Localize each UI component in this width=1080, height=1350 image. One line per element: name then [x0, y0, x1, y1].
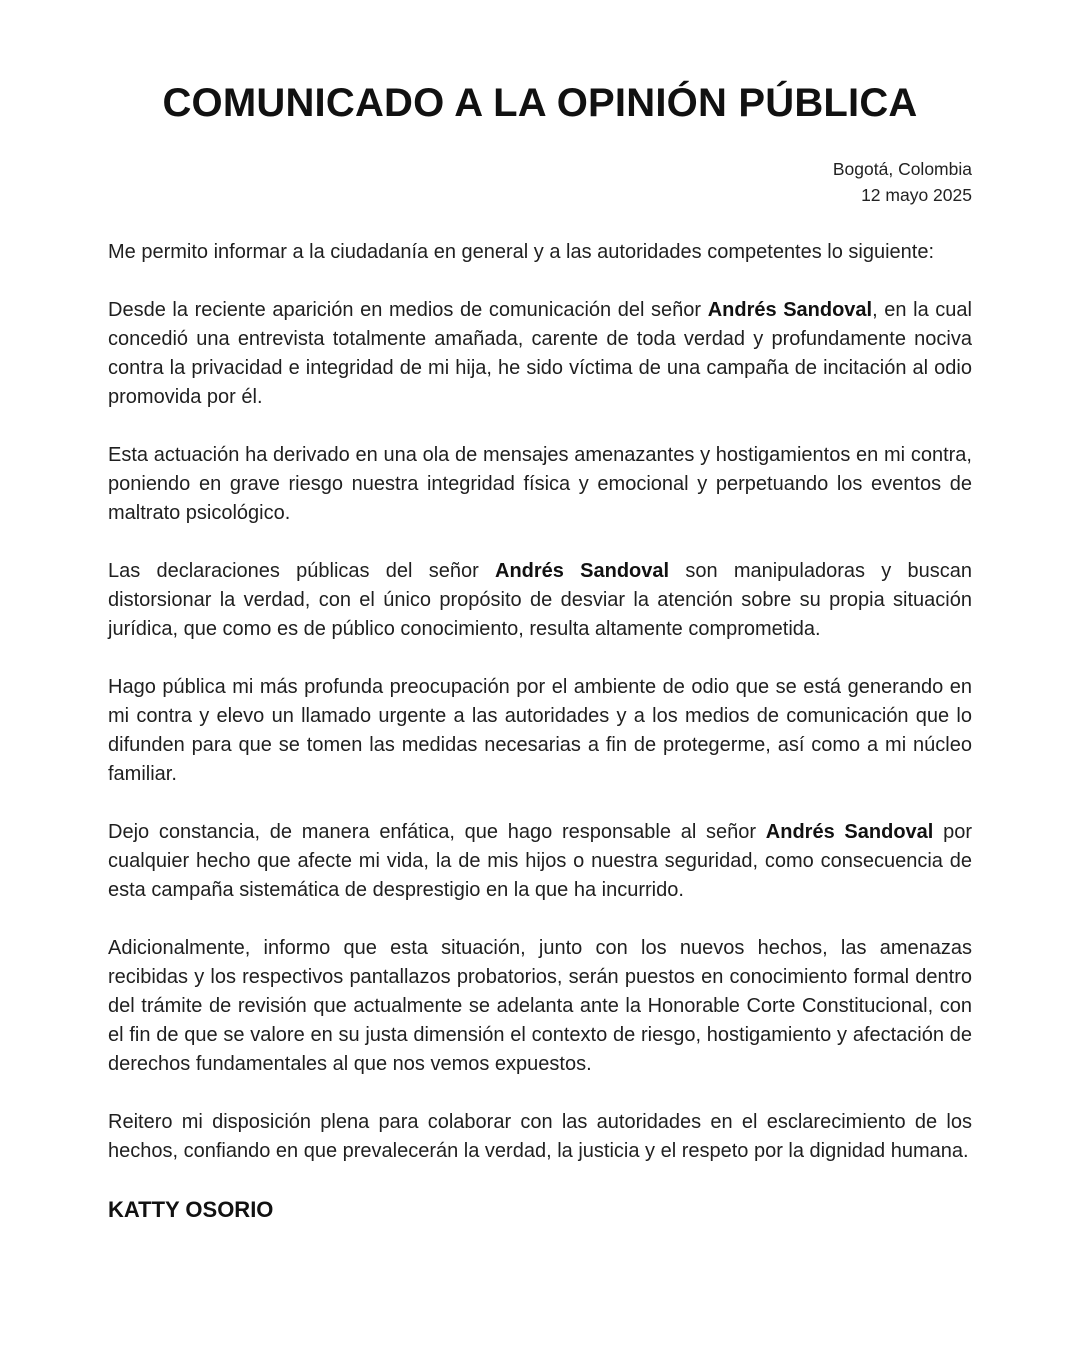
- paragraph-text: Me permito informar a la ciudadanía en general y a las autoridades competentes lo siguiente:: [108, 241, 935, 263]
- place-date-block: [108, 156, 972, 208]
- paragraph-text: son manipuladoras y buscan distorsionar la verdad, con el único propósito de desviar la atención sobre su propia situación jurídica, que como es de público conocimiento, resulta altamente comprometida.: [108, 560, 972, 640]
- paragraph-1: [108, 238, 972, 267]
- bold-name: Andrés Sandoval: [495, 560, 670, 582]
- document-body: [108, 238, 972, 1166]
- signature: KATTY OSORIO: [108, 1197, 274, 1222]
- paragraph-5: [108, 673, 972, 789]
- paragraph-8: [108, 1108, 972, 1166]
- paragraph-text: Las declaraciones públicas del señor: [108, 560, 495, 582]
- document-page: [108, 78, 972, 1224]
- paragraph-text: Reitero mi disposición plena para colaborar con las autoridades en el esclarecimiento de los hechos, confiando en que prevalecerán la verdad, la justicia y el respeto por la dignidad humana.: [108, 1111, 972, 1162]
- paragraph-7: [108, 934, 972, 1079]
- paragraph-2: [108, 296, 972, 412]
- paragraph-4: [108, 557, 972, 644]
- paragraph-text: , en la cual concedió una entrevista totalmente amañada, carente de toda verdad y profundamente nociva contra la privacidad e integridad de mi hija, he sido víctima de una campaña de incitación al odio promovida por él.: [108, 299, 972, 408]
- bold-name: Andrés Sandoval: [707, 299, 873, 321]
- paragraph-text: Esta actuación ha derivado en una ola de mensajes amenazantes y hostigamientos en mi contra, poniendo en grave riesgo nuestra integridad física y emocional y perpetuando los eventos de maltrato psicológico.: [108, 444, 972, 524]
- paragraph-6: [108, 818, 972, 905]
- place-line: Bogotá, Colombia: [832, 159, 972, 179]
- date-line: 12 mayo 2025: [861, 185, 972, 205]
- document-title: COMUNICADO A LA OPINIÓN PÚBLICA: [162, 81, 918, 125]
- paragraph-text: Dejo constancia, de manera enfática, que hago responsable al señor: [108, 821, 766, 843]
- paragraph-text: Hago pública mi más profunda preocupación por el ambiente de odio que se está generando en mi contra y elevo un llamado urgente a las autoridades y a los medios de comunicación que lo difunden para que se tomen las medidas necesarias a fin de protegerme, así como a mi núcleo familiar.: [108, 676, 972, 785]
- bold-name: Andrés Sandoval: [765, 821, 934, 843]
- paragraph-3: [108, 441, 972, 528]
- paragraph-text: Desde la reciente aparición en medios de comunicación del señor: [108, 299, 708, 321]
- paragraph-text: Adicionalmente, informo que esta situación, junto con los nuevos hechos, las amenazas recibidas y los respectivos pantallazos probatorios, serán puestos en conocimiento formal dentro del trámite de revisión que actualmente se adelanta ante la Honorable Corte Constitucional, con el fin de que se valore en su justa dimensión el contexto de riesgo, hostigamiento y afectación de derechos fundamentales al que nos vemos expuestos.: [108, 937, 972, 1075]
- paragraph-text: por cualquier hecho que afecte mi vida, la de mis hijos o nuestra seguridad, como consecuencia de esta campaña sistemática de desprestigio en la que ha incurrido.: [108, 821, 972, 901]
